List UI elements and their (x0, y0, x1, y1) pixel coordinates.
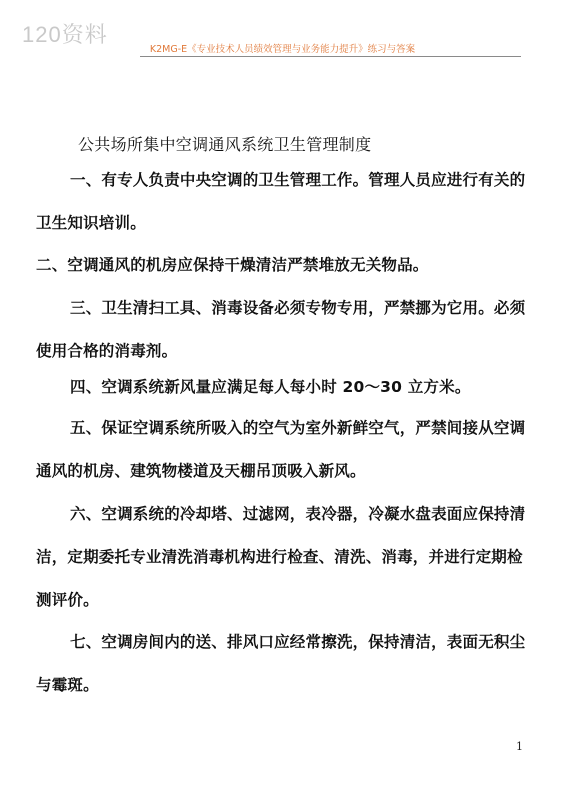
paragraph-line: 一、有专人负责中央空调的卫生管理工作。管理人员应进行有关的 (70, 171, 526, 189)
paragraph-line: 洁，定期委托专业清洗消毒机构进行检查、清洗、消毒，并进行定期检 (36, 548, 523, 566)
page-number: 1 (516, 740, 523, 753)
document-title: 公共场所集中空调通风系统卫生管理制度 (78, 135, 372, 154)
paragraph-line: 七、空调房间内的送、排风口应经常擦洗，保持清洁，表面无积尘 (70, 633, 526, 651)
paragraph-line: 通风的机房、建筑物楼道及天棚吊顶吸入新风。 (36, 462, 366, 480)
paragraph-line: 二、空调通风的机房应保持干燥清洁严禁堆放无关物品。 (36, 256, 429, 274)
paragraph-line: 四、空调系统新风量应满足每人每小时 20～30 立方米。 (70, 378, 471, 396)
paragraph-line: 测评价。 (36, 591, 99, 609)
paragraph-line: 卫生知识培训。 (36, 214, 146, 232)
paragraph-line: 三、卫生清扫工具、消毒设备必须专物专用，严禁挪为它用。必须 (70, 299, 526, 317)
header-note: K2MG-E《专业技术人员绩效管理与业务能力提升》练习与答案 (149, 44, 416, 55)
watermark-logo: 120资料 (22, 22, 108, 47)
paragraph-line: 与霉斑。 (36, 676, 99, 694)
paragraph-line: 六、空调系统的冷却塔、过滤网，表冷器，冷凝水盘表面应保持清 (70, 505, 526, 523)
paragraph-line: 五、保证空调系统所吸入的空气为室外新鲜空气，严禁间接从空调 (70, 419, 526, 437)
paragraph-line: 使用合格的消毒剂。 (36, 342, 178, 360)
header-divider (140, 56, 521, 57)
